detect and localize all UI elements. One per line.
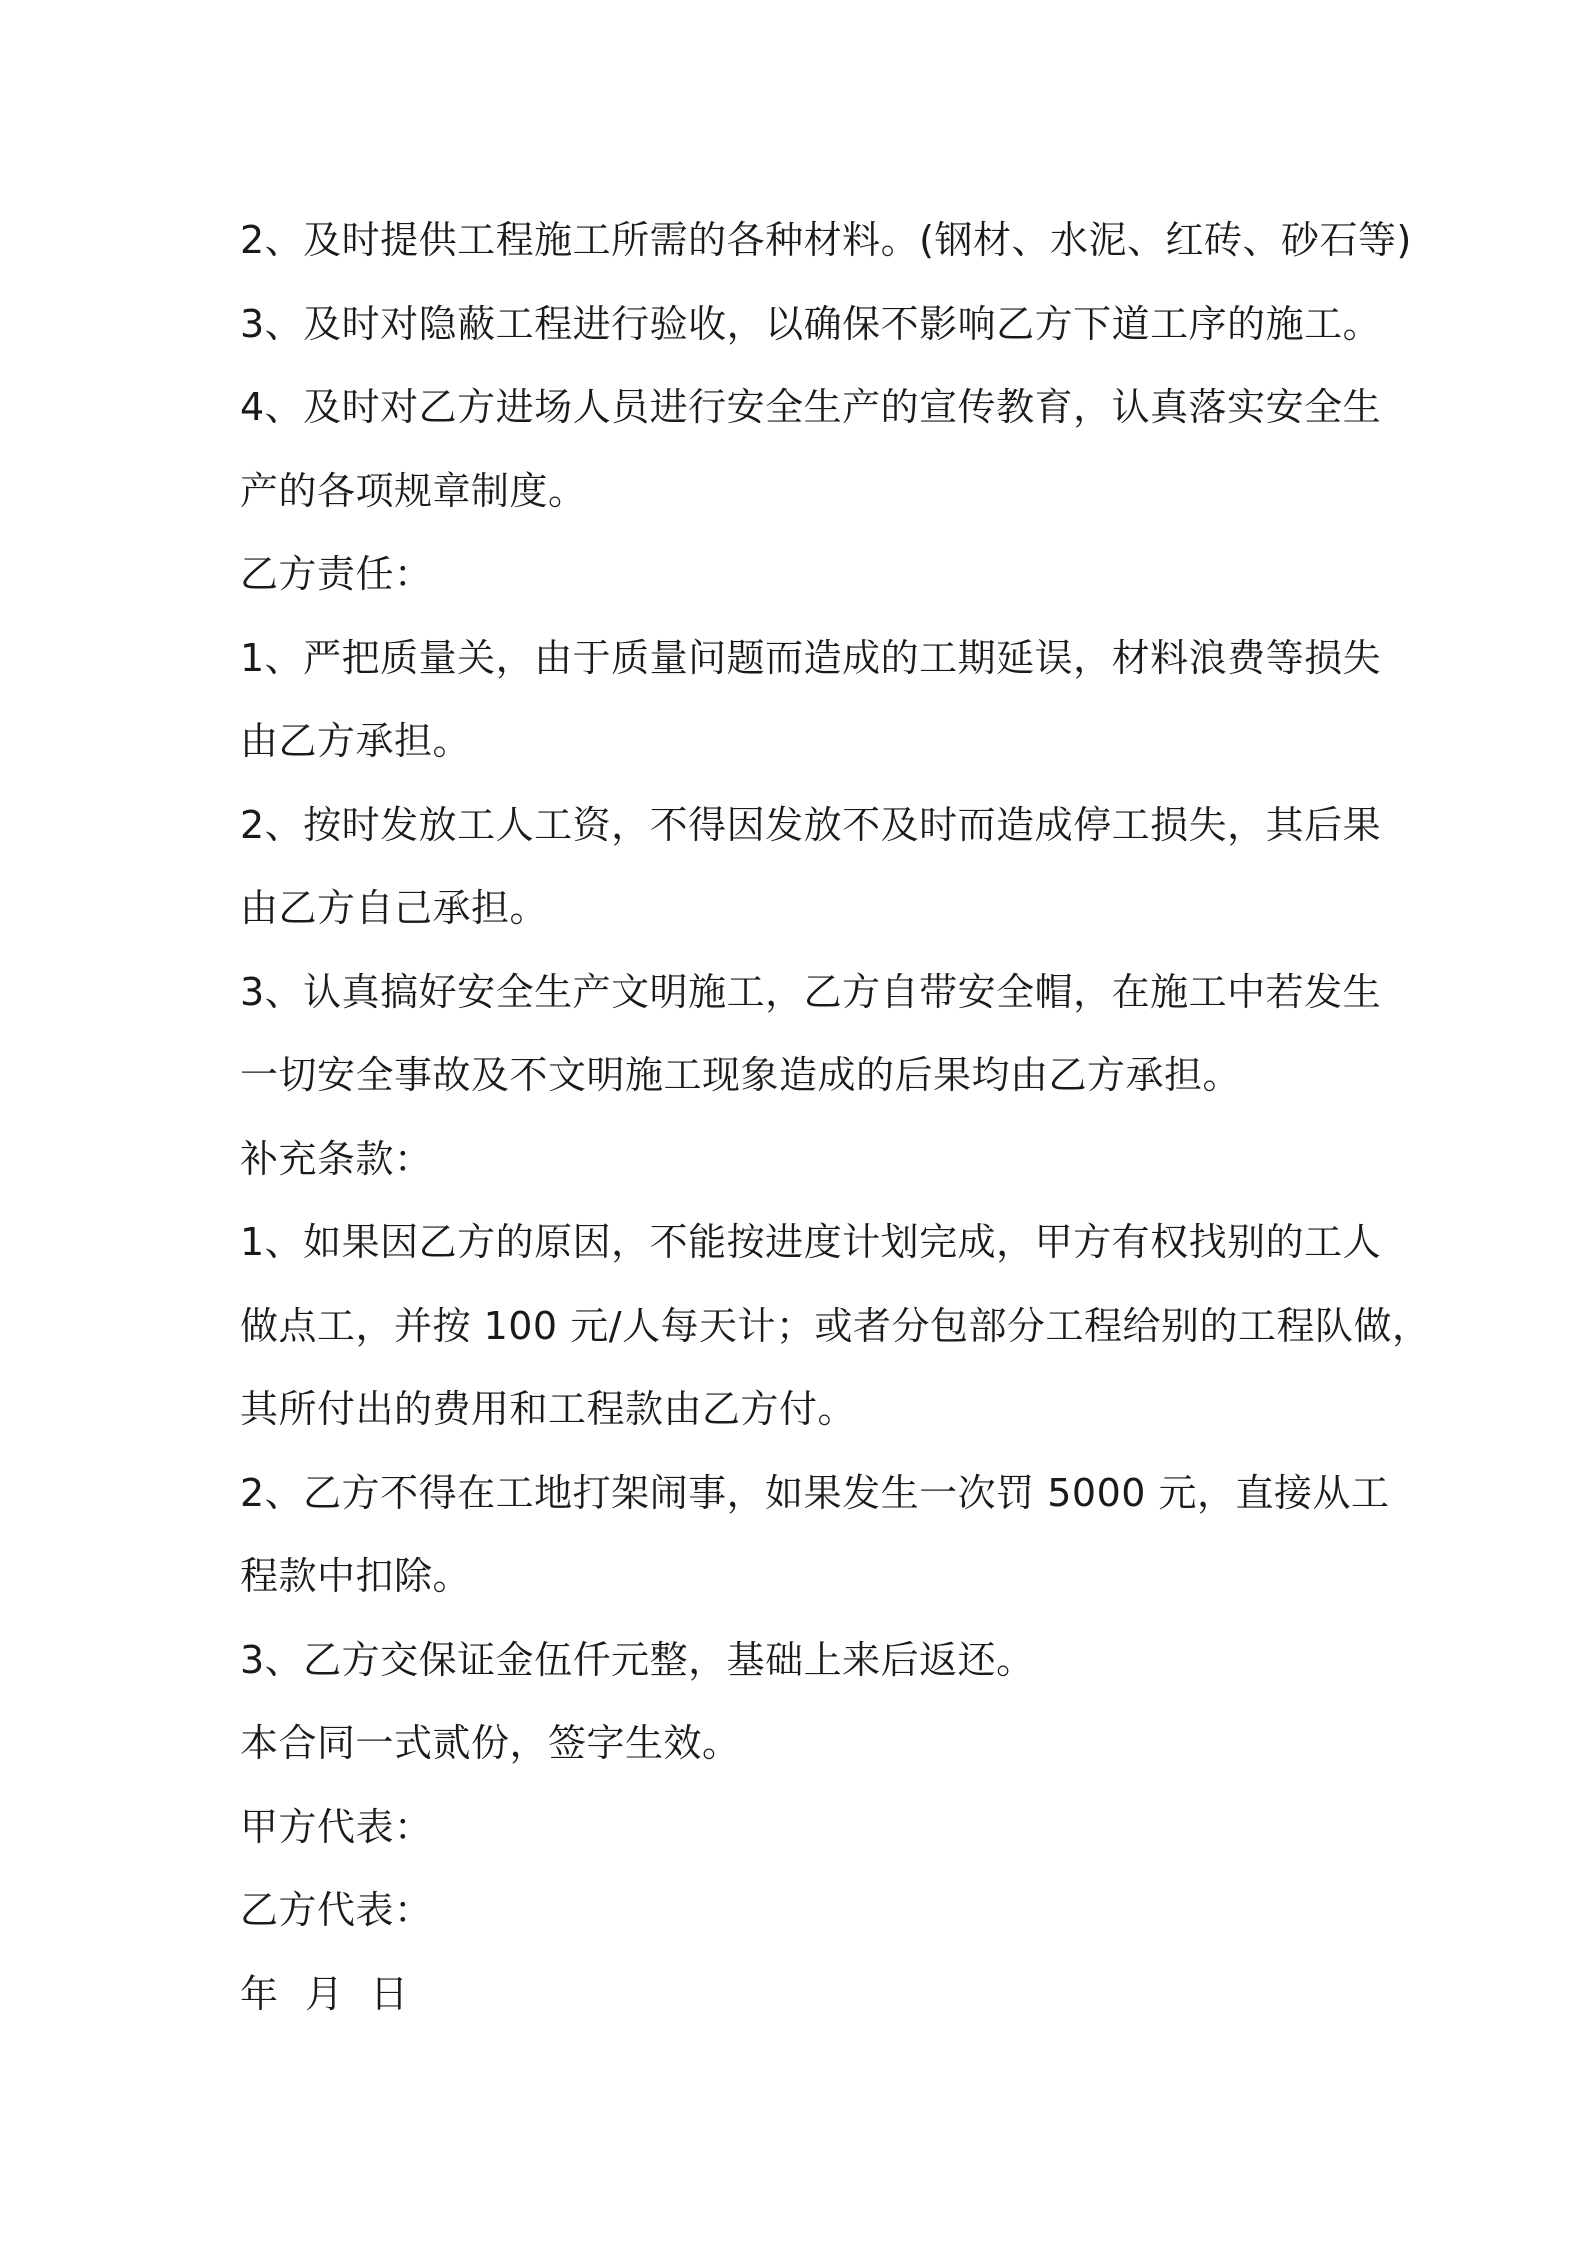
party-a-duty-3: 3、及时对隐蔽工程进行验收，以确保不影响乙方下道工序的施工。 <box>240 301 1382 346</box>
signing-date: 年 月 日 <box>240 1971 409 2016</box>
party-b-representative: 乙方代表： <box>240 1888 433 1932</box>
party-a-duty-2: 2、及时提供工程施工所需的各种材料。(钢材、水泥、红砖、砂石等) <box>240 218 1412 262</box>
contract-copies-note: 本合同一式贰份，签字生效。 <box>240 1721 741 1765</box>
supplementary-clause-2: 2、乙方不得在工地打架闹事，如果发生一次罚 5000 元，直接从工 <box>240 1470 1390 1515</box>
party-b-heading: 乙方责任： <box>240 552 433 596</box>
party-a-duty-4: 4、及时对乙方进场人员进行安全生产的宣传教育，认真落实安全生 <box>240 385 1382 429</box>
party-b-duty-1: 1、严把质量关，由于质量问题而造成的工期延误，材料浪费等损失 <box>240 635 1382 680</box>
supplementary-clause-1-cont-a: 做点工，并按 100 元/人每天计；或者分包部分工程给别的工程队做， <box>240 1303 1431 1348</box>
contract-text <box>240 199 1431 2036</box>
party-b-duty-3-cont: 一切安全事故及不文明施工现象造成的后果均由乙方承担。 <box>240 1053 1242 1097</box>
party-b-duty-2: 2、按时发放工人工资，不得因发放不及时而造成停工损失，其后果 <box>240 802 1382 847</box>
supplementary-clause-3: 3、乙方交保证金伍仟元整，基础上来后返还。 <box>240 1637 1035 1682</box>
party-a-duty-4-cont: 产的各项规章制度。 <box>240 468 587 513</box>
supplementary-clause-2-cont: 程款中扣除。 <box>240 1554 472 1598</box>
party-b-duty-2-cont: 由乙方自己承担。 <box>240 886 549 930</box>
supplementary-clause-1: 1、如果因乙方的原因，不能按进度计划完成，甲方有权找别的工人 <box>240 1220 1382 1264</box>
party-b-duty-3: 3、认真搞好安全生产文明施工，乙方自带安全帽，在施工中若发生 <box>240 969 1382 1014</box>
party-b-duty-1-cont: 由乙方承担。 <box>240 719 472 763</box>
supplementary-clause-1-cont-b: 其所付出的费用和工程款由乙方付。 <box>240 1387 857 1431</box>
party-a-representative: 甲方代表： <box>240 1804 433 1849</box>
supplementary-heading: 补充条款： <box>240 1136 433 1181</box>
